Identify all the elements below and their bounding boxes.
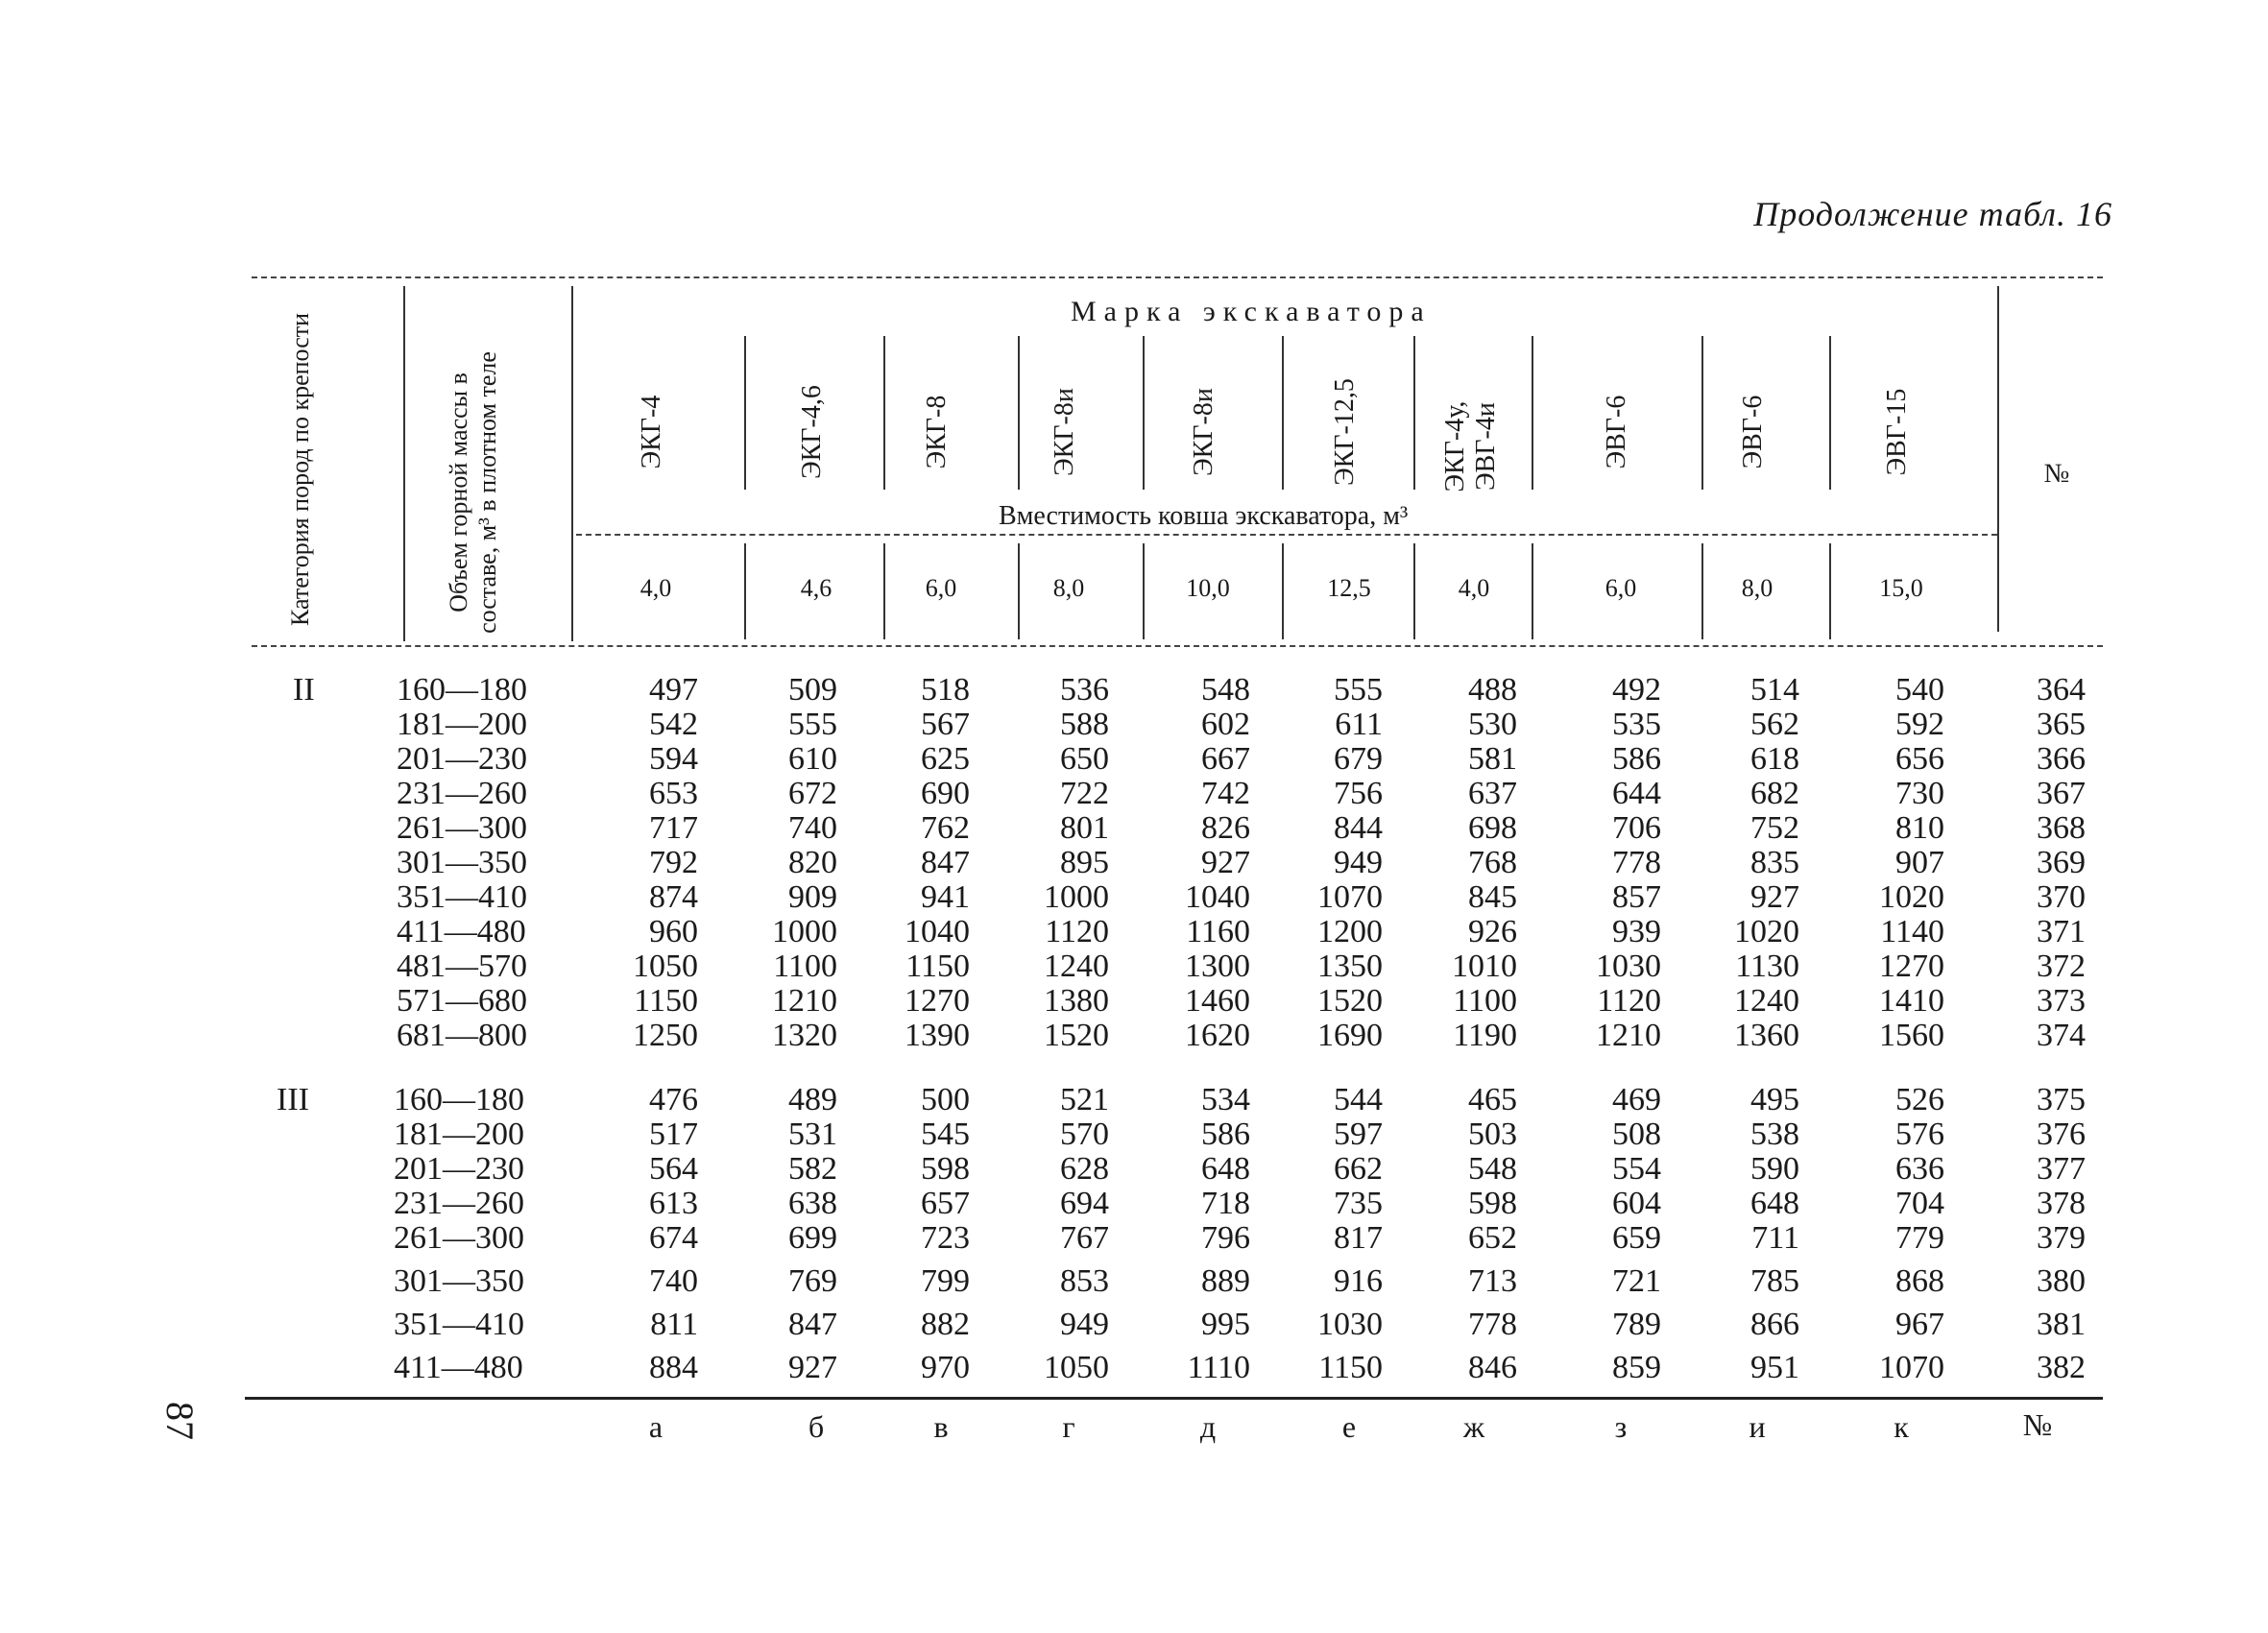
- table-cell: 1040: [905, 914, 970, 949]
- brand-divider-3: [1018, 336, 1020, 490]
- table-cell: 1240: [1044, 949, 1109, 984]
- table-cell: 1350: [1317, 949, 1383, 984]
- table-cell: 1160: [1186, 914, 1250, 949]
- table-cell: 713: [1468, 1263, 1517, 1299]
- table-cell: 1690: [1317, 1018, 1383, 1053]
- table-cell: 1030: [1596, 949, 1661, 984]
- table-cell: 801: [1060, 810, 1109, 846]
- table-cell: 1110: [1187, 1350, 1250, 1385]
- table-cell: 652: [1468, 1220, 1517, 1256]
- table-cell: 534: [1201, 1082, 1250, 1117]
- table-cell: 756: [1334, 776, 1383, 811]
- divider-number: [1997, 286, 1999, 632]
- brand-header-10: ЭВГ-15: [1882, 388, 1912, 476]
- table-cell: 548: [1201, 672, 1250, 708]
- table-cell: 717: [649, 810, 698, 846]
- volume-range: 681—800: [397, 1018, 527, 1053]
- table-cell: 576: [1895, 1117, 1944, 1152]
- capacity-value-10: 15,0: [1879, 574, 1923, 602]
- row-number: 376: [2037, 1117, 2086, 1152]
- capacity-divider-5: [1282, 543, 1284, 639]
- volume-range: 160—180: [394, 1082, 524, 1117]
- column-letter-1: а: [648, 1409, 664, 1444]
- table-cell: 778: [1612, 845, 1661, 880]
- table-cell: 767: [1060, 1220, 1109, 1256]
- table-cell: 1020: [1879, 879, 1944, 915]
- table-cell: 835: [1750, 845, 1799, 880]
- table-cell: 638: [788, 1186, 837, 1221]
- table-cell: 1070: [1317, 879, 1383, 915]
- table-cell: 1070: [1879, 1350, 1944, 1385]
- category-header: Категория пород по крепости: [286, 312, 314, 626]
- table-cell: 540: [1895, 672, 1944, 708]
- table-cell: 826: [1201, 810, 1250, 846]
- table-cell: 866: [1750, 1307, 1799, 1342]
- volume-range: 411—480: [394, 1350, 523, 1385]
- brand-divider-7: [1532, 336, 1533, 490]
- table-cell: 844: [1334, 810, 1383, 846]
- table-cell: 721: [1612, 1263, 1661, 1299]
- row-number: 365: [2037, 707, 2086, 742]
- table-cell: 657: [921, 1186, 970, 1221]
- table-cell: 868: [1895, 1263, 1944, 1299]
- table-cell: 611: [1335, 707, 1383, 742]
- table-cell: 535: [1612, 707, 1661, 742]
- table-cell: 548: [1468, 1151, 1517, 1187]
- table-cell: 811: [650, 1307, 698, 1342]
- table-cell: 1010: [1452, 949, 1517, 984]
- capacity-value-1: 4,0: [639, 574, 672, 602]
- table-cell: 768: [1468, 845, 1517, 880]
- table-cell: 1020: [1734, 914, 1799, 949]
- table-cell: 970: [921, 1350, 970, 1385]
- brand-divider-2: [883, 336, 885, 490]
- capacity-divider-2: [883, 543, 885, 639]
- table-cell: 939: [1612, 914, 1661, 949]
- capacity-divider-8: [1701, 543, 1703, 639]
- table-cell: 785: [1750, 1263, 1799, 1299]
- table-cell: 602: [1201, 707, 1250, 742]
- table-cell: 1210: [1596, 1018, 1661, 1053]
- volume-range: 231—260: [397, 776, 527, 811]
- capacity-value-7: 4,0: [1458, 574, 1490, 602]
- table-cell: 581: [1468, 741, 1517, 777]
- table-cell: 672: [788, 776, 837, 811]
- table-cell: 1300: [1185, 949, 1250, 984]
- capacity-divider-7: [1532, 543, 1533, 639]
- table-cell: 796: [1201, 1220, 1250, 1256]
- table-cell: 752: [1750, 810, 1799, 846]
- table-cell: 508: [1612, 1117, 1661, 1152]
- volume-range: 201—230: [397, 741, 527, 777]
- table-cell: 530: [1468, 707, 1517, 742]
- table-cell: 909: [788, 879, 837, 915]
- table-cell: 1520: [1317, 983, 1383, 1019]
- table-cell: 610: [788, 741, 837, 777]
- table-cell: 682: [1750, 776, 1799, 811]
- table-cell: 594: [649, 741, 698, 777]
- table-cell: 926: [1468, 914, 1517, 949]
- table-cell: 536: [1060, 672, 1109, 708]
- brand-title: Марка экскаватора: [1071, 296, 1432, 327]
- table-cell: 674: [649, 1220, 698, 1256]
- table-cell: 718: [1201, 1186, 1250, 1221]
- table-cell: 960: [649, 914, 698, 949]
- table-cell: 1520: [1044, 1018, 1109, 1053]
- table-cell: 704: [1895, 1186, 1944, 1221]
- table-cell: 847: [921, 845, 970, 880]
- volume-range: 261—300: [394, 1220, 524, 1256]
- table-cell: 1200: [1317, 914, 1383, 949]
- table-cell: 604: [1612, 1186, 1661, 1221]
- table-cell: 1120: [1597, 983, 1661, 1019]
- category-II: II: [293, 672, 315, 708]
- brand-header-8: ЭВГ-6: [1602, 395, 1631, 469]
- volume-range: 160—180: [397, 672, 527, 708]
- table-cell: 845: [1468, 879, 1517, 915]
- table-cell: 1210: [772, 983, 837, 1019]
- table-cell: 730: [1895, 776, 1944, 811]
- row-number: 380: [2037, 1263, 2086, 1299]
- table-cell: 1360: [1734, 1018, 1799, 1053]
- table-cell: 1560: [1879, 1018, 1944, 1053]
- capacity-value-3: 6,0: [925, 574, 957, 602]
- table-cell: 1460: [1185, 983, 1250, 1019]
- capacity-divider-6: [1413, 543, 1415, 639]
- table-cell: 542: [649, 707, 698, 742]
- page-number: 87: [158, 1402, 203, 1440]
- table-cell: 941: [921, 879, 970, 915]
- table-cell: 1250: [633, 1018, 698, 1053]
- table-cell: 503: [1468, 1117, 1517, 1152]
- column-letter-6: е: [1341, 1409, 1357, 1444]
- table-cell: 857: [1612, 879, 1661, 915]
- table-cell: 492: [1612, 672, 1661, 708]
- table-cell: 554: [1612, 1151, 1661, 1187]
- table-cell: 1050: [1044, 1350, 1109, 1385]
- capacity-value-5: 10,0: [1186, 574, 1230, 602]
- table-cell: 465: [1468, 1082, 1517, 1117]
- table-cell: 778: [1468, 1307, 1517, 1342]
- table-cell: 592: [1895, 707, 1944, 742]
- table-cell: 500: [921, 1082, 970, 1117]
- capacity-value-8: 6,0: [1604, 574, 1637, 602]
- table-cell: 1410: [1879, 983, 1944, 1019]
- table-cell: 644: [1612, 776, 1661, 811]
- table-cell: 889: [1201, 1263, 1250, 1299]
- table-cell: 1150: [634, 983, 698, 1019]
- row-number: 375: [2037, 1082, 2086, 1117]
- table-cell: 625: [921, 741, 970, 777]
- capacity-value-9: 8,0: [1741, 574, 1773, 602]
- capacity-divider-1: [744, 543, 746, 639]
- table-cell: 1000: [1044, 879, 1109, 915]
- table-cell: 706: [1612, 810, 1661, 846]
- table-cell: 853: [1060, 1263, 1109, 1299]
- table-cell: 1100: [1453, 983, 1517, 1019]
- brand-divider-4: [1143, 336, 1145, 490]
- volume-range: 351—410: [397, 879, 527, 915]
- volume-range: 201—230: [394, 1151, 524, 1187]
- table-cell: 637: [1468, 776, 1517, 811]
- row-number: 378: [2037, 1186, 2086, 1221]
- brand-header-3: ЭКГ-8: [922, 395, 952, 469]
- divider-category: [403, 286, 405, 641]
- volume-range: 301—350: [394, 1263, 524, 1299]
- column-letter-4: г: [1062, 1409, 1075, 1444]
- table-cell: 694: [1060, 1186, 1109, 1221]
- table-cell: 1240: [1734, 983, 1799, 1019]
- table-cell: 949: [1060, 1307, 1109, 1342]
- table-cell: 545: [921, 1117, 970, 1152]
- capacity-divider-9: [1829, 543, 1831, 639]
- table-cell: 598: [1468, 1186, 1517, 1221]
- volume-range: 411—480: [397, 914, 526, 949]
- table-cell: 662: [1334, 1151, 1383, 1187]
- table-cell: 555: [788, 707, 837, 742]
- table-cell: 769: [788, 1263, 837, 1299]
- table-cell: 1040: [1185, 879, 1250, 915]
- table-cell: 735: [1334, 1186, 1383, 1221]
- table-cell: 588: [1060, 707, 1109, 742]
- table-cell: 810: [1895, 810, 1944, 846]
- volume-range: 301—350: [397, 845, 527, 880]
- table-cell: 1120: [1045, 914, 1109, 949]
- table-cell: 907: [1895, 845, 1944, 880]
- row-number: 371: [2037, 914, 2086, 949]
- table-cell: 799: [921, 1263, 970, 1299]
- table-cell: 723: [921, 1220, 970, 1256]
- table-cell: 779: [1895, 1220, 1944, 1256]
- table-cell: 1140: [1880, 914, 1944, 949]
- table-cell: 1000: [772, 914, 837, 949]
- row-number: 379: [2037, 1220, 2086, 1256]
- table-cell: 628: [1060, 1151, 1109, 1187]
- table-cell: 653: [649, 776, 698, 811]
- table-cell: 562: [1750, 707, 1799, 742]
- category-III: III: [277, 1082, 309, 1117]
- table-cell: 531: [788, 1117, 837, 1152]
- volume-range: 231—260: [394, 1186, 524, 1221]
- brand-divider-8: [1701, 336, 1703, 490]
- footer-number: №: [2022, 1407, 2053, 1442]
- table-cell: 1270: [1879, 949, 1944, 984]
- table-cell: 495: [1750, 1082, 1799, 1117]
- table-cell: 586: [1201, 1117, 1250, 1152]
- table-cell: 789: [1612, 1307, 1661, 1342]
- table-cell: 497: [649, 672, 698, 708]
- table-cell: 517: [649, 1117, 698, 1152]
- volume-range: 181—200: [397, 707, 527, 742]
- table-cell: 817: [1334, 1220, 1383, 1256]
- row-number: 374: [2037, 1018, 2086, 1053]
- header-top-rule: [252, 276, 2103, 278]
- table-cell: 1270: [905, 983, 970, 1019]
- table-cell: 636: [1895, 1151, 1944, 1187]
- table-cell: 598: [921, 1151, 970, 1187]
- row-number: 372: [2037, 949, 2086, 984]
- volume-range: 181—200: [394, 1117, 524, 1152]
- table-cell: 927: [788, 1350, 837, 1385]
- table-cell: 488: [1468, 672, 1517, 708]
- table-cell: 699: [788, 1220, 837, 1256]
- table-cell: 740: [788, 810, 837, 846]
- table-cell: 526: [1895, 1082, 1944, 1117]
- row-number: 377: [2037, 1151, 2086, 1187]
- brand-header-6: ЭКГ-12,5: [1330, 378, 1360, 486]
- table-cell: 1390: [905, 1018, 970, 1053]
- table-cell: 667: [1201, 741, 1250, 777]
- volume-range: 261—300: [397, 810, 527, 846]
- row-number: 366: [2037, 741, 2086, 777]
- table-cell: 521: [1060, 1082, 1109, 1117]
- table-cell: 874: [649, 879, 698, 915]
- table-cell: 792: [649, 845, 698, 880]
- capacity-value-4: 8,0: [1052, 574, 1085, 602]
- table-cell: 1050: [633, 949, 698, 984]
- table-cell: 895: [1060, 845, 1109, 880]
- table-cell: 916: [1334, 1263, 1383, 1299]
- table-cell: 1190: [1453, 1018, 1517, 1053]
- table-cell: 656: [1895, 741, 1944, 777]
- table-cell: 690: [921, 776, 970, 811]
- number-header: №: [2043, 459, 2070, 489]
- volume-range: 351—410: [394, 1307, 524, 1342]
- brand-divider-9: [1829, 336, 1831, 490]
- row-number: 369: [2037, 845, 2086, 880]
- table-cell: 648: [1750, 1186, 1799, 1221]
- table-cell: 698: [1468, 810, 1517, 846]
- capacity-value-6: 12,5: [1327, 574, 1371, 602]
- table-cell: 762: [921, 810, 970, 846]
- volume-header: Объем горной массы в составе, м³ в плотном теле: [445, 351, 501, 634]
- table-cell: 820: [788, 845, 837, 880]
- table-cell: 1100: [773, 949, 837, 984]
- table-cell: 1130: [1735, 949, 1799, 984]
- table-cell: 538: [1750, 1117, 1799, 1152]
- brand-divider-1: [744, 336, 746, 490]
- capacity-title: Вместимость ковша экскаватора, м³: [999, 501, 1409, 531]
- brand-header-1: ЭКГ-4: [637, 395, 666, 469]
- table-cell: 618: [1750, 741, 1799, 777]
- table-cell: 679: [1334, 741, 1383, 777]
- column-letter-7: ж: [1462, 1409, 1485, 1444]
- table-cell: 967: [1895, 1307, 1944, 1342]
- column-letter-8: з: [1614, 1409, 1628, 1444]
- brand-header-2: ЭКГ-4,6: [797, 385, 827, 479]
- table-cell: 544: [1334, 1082, 1383, 1117]
- table-cell: 711: [1751, 1220, 1799, 1256]
- row-number: 368: [2037, 810, 2086, 846]
- table-cell: 1030: [1317, 1307, 1383, 1342]
- table-cell: 514: [1750, 672, 1799, 708]
- table-cell: 995: [1201, 1307, 1250, 1342]
- table-cell: 564: [649, 1151, 698, 1187]
- table-cell: 613: [649, 1186, 698, 1221]
- table-cell: 722: [1060, 776, 1109, 811]
- brand-divider-6: [1413, 336, 1415, 490]
- brand-header-7: ЭКГ-4у, ЭВГ-4и: [1440, 400, 1501, 492]
- row-number: 382: [2037, 1350, 2086, 1385]
- table-cell: 882: [921, 1307, 970, 1342]
- table-cell: 740: [649, 1263, 698, 1299]
- column-letter-5: д: [1199, 1409, 1217, 1444]
- table-cell: 949: [1334, 845, 1383, 880]
- brand-header-5: ЭКГ-8и: [1189, 388, 1218, 476]
- table-cell: 1320: [772, 1018, 837, 1053]
- table-cell: 489: [788, 1082, 837, 1117]
- column-letter-10: к: [1894, 1409, 1909, 1444]
- table-cell: 518: [921, 672, 970, 708]
- row-number: 370: [2037, 879, 2086, 915]
- table-cell: 1150: [905, 949, 970, 984]
- capacity-value-2: 4,6: [800, 574, 832, 602]
- volume-range: 571—680: [397, 983, 527, 1019]
- table-cell: 650: [1060, 741, 1109, 777]
- divider-volume: [571, 286, 573, 641]
- volume-range: 481—570: [397, 949, 527, 984]
- table-cell: 570: [1060, 1117, 1109, 1152]
- row-number: 364: [2037, 672, 2086, 708]
- table-cell: 951: [1750, 1350, 1799, 1385]
- brand-header-9: ЭВГ-6: [1738, 395, 1768, 469]
- capacity-divider-4: [1143, 543, 1145, 639]
- column-letter-2: б: [808, 1409, 825, 1444]
- table-cell: 582: [788, 1151, 837, 1187]
- table-cell: 1380: [1044, 983, 1109, 1019]
- table-cell: 742: [1201, 776, 1250, 811]
- row-number: 373: [2037, 983, 2086, 1019]
- table-caption: Продолжение табл. 16: [1753, 195, 2112, 233]
- brand-header-4: ЭКГ-8и: [1050, 388, 1079, 476]
- column-letter-3: в: [933, 1409, 949, 1444]
- table-cell: 859: [1612, 1350, 1661, 1385]
- table-cell: 884: [649, 1350, 698, 1385]
- table-cell: 927: [1750, 879, 1799, 915]
- row-number: 381: [2037, 1307, 2086, 1342]
- table-cell: 590: [1750, 1151, 1799, 1187]
- table-cell: 1150: [1318, 1350, 1383, 1385]
- table-cell: 586: [1612, 741, 1661, 777]
- table-cell: 509: [788, 672, 837, 708]
- table-bottom-rule: [245, 1397, 2103, 1400]
- table-cell: 847: [788, 1307, 837, 1342]
- table-cell: 1620: [1185, 1018, 1250, 1053]
- row-number: 367: [2037, 776, 2086, 811]
- table-cell: 846: [1468, 1350, 1517, 1385]
- table-cell: 648: [1201, 1151, 1250, 1187]
- table-cell: 567: [921, 707, 970, 742]
- capacity-rule: [576, 534, 1997, 536]
- table-cell: 476: [649, 1082, 698, 1117]
- table-cell: 555: [1334, 672, 1383, 708]
- table-cell: 597: [1334, 1117, 1383, 1152]
- brand-divider-5: [1282, 336, 1284, 490]
- table-cell: 927: [1201, 845, 1250, 880]
- column-letter-9: и: [1749, 1409, 1766, 1444]
- table-cell: 469: [1612, 1082, 1661, 1117]
- table-cell: 659: [1612, 1220, 1661, 1256]
